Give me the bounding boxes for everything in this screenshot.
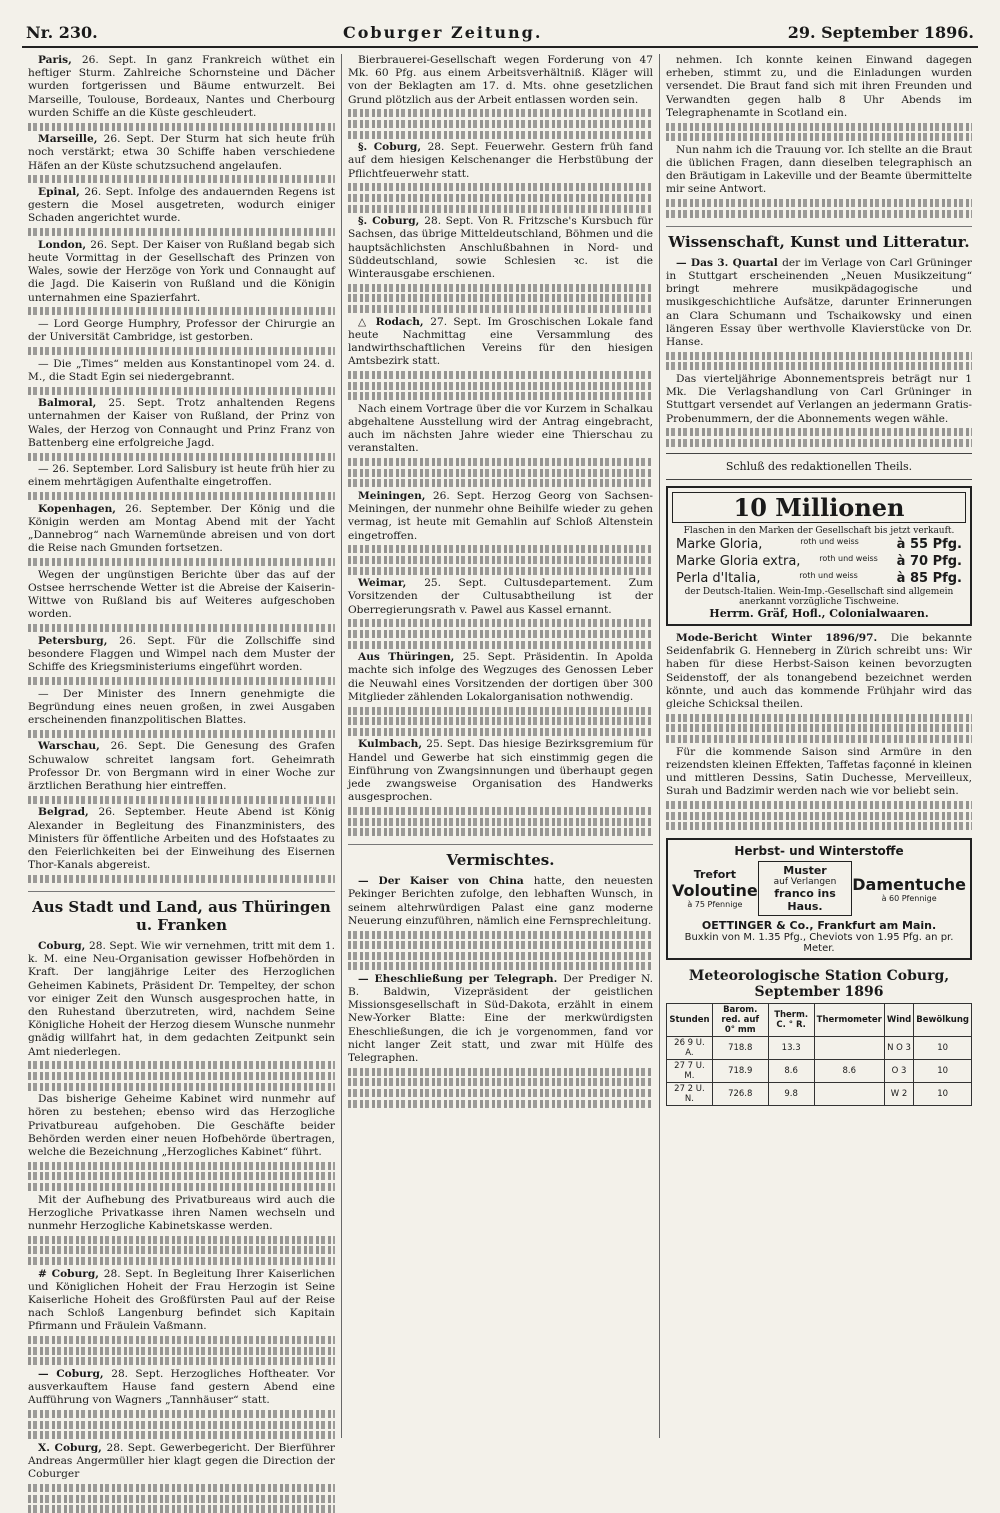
weather-cell: O 3 — [884, 1060, 913, 1083]
article-text: — 26. September. Lord Salisbury ist heute früh hier zu einem mehrtägigen Aufenthalte eingetroffen. — [28, 463, 335, 489]
article-lead: Weimar, — [358, 577, 425, 590]
fabric-left-brand: Trefort — [693, 868, 736, 882]
text-line-filler — [28, 1246, 335, 1254]
paper-title: Coburger Zeitung. — [343, 22, 543, 42]
article-paragraph — [348, 577, 653, 617]
article-text: 25. Sept. Das hiesige Bezirksgremium für Handel und Gewerbe hat sich einstimmig gegen die Einführung von Zwangsinnungen und überhaupt gegen jede zwangsweise Organisation des Handwerks ausgesprochen. — [348, 738, 653, 804]
text-line-filler — [348, 1089, 653, 1097]
text-line-filler — [28, 123, 335, 131]
article-lead: Kulmbach, — [358, 738, 427, 751]
text-line-filler — [28, 492, 335, 500]
text-line-filler — [28, 347, 335, 355]
wine-kind: roth und weiss — [819, 554, 878, 563]
text-line-filler — [28, 796, 335, 804]
text-line-filler — [348, 294, 653, 302]
article-text: 26. Sept. Die Genesung des Grafen Schuwalow schreitet langsam fort. Geheimrath Professor Dr. von Bergmann wird in einer Woche zur ärztlichen Berathung hier eintreffen. — [28, 740, 335, 792]
article-lead: Balmoral, — [38, 397, 109, 410]
weather-body — [667, 1037, 972, 1106]
text-line-filler — [666, 428, 972, 436]
text-line-filler — [348, 1100, 653, 1108]
article-lead: — Der Kaiser von China — [358, 875, 534, 888]
text-line-filler — [348, 458, 653, 466]
text-line-filler — [28, 1061, 335, 1069]
article-text: Nach einem Vortrage über die vor Kurzem in Schalkau abgehaltene Ausstellung wird der Antrag eingebracht, auch im nächsten Jahre wieder eine Thierschau zu veranstalten. — [348, 402, 653, 455]
column-2-misc — [348, 875, 653, 1108]
fabric-right-name: Damentuche — [852, 874, 966, 894]
article-text: 26. Sept. Der Kaiser von Rußland begab sich heute Vormittag in der Gesellschaft des Prinzen von Wales, sowie der Herzöge von York und Connaught auf die Jagd. Die Kaiserin von Rußland und die Königin unternahmen eine Spazierfahrt. — [28, 238, 335, 304]
text-line-filler — [28, 1410, 335, 1418]
muster-label: Muster — [783, 864, 827, 878]
article-lead: X. Coburg, — [38, 1441, 107, 1454]
weather-cell: 27 2 U. N. — [667, 1083, 713, 1106]
article-paragraph — [348, 141, 653, 181]
text-line-filler — [348, 641, 653, 649]
article-text: 28. Sept. Gewerbegericht. Der Bierführer Andreas Angermüller hier klagt gegen die Direction der Coburger — [28, 1441, 335, 1481]
article-text: — Der Minister des Innern genehmigte die Begründung eines neuen großen, in zwei Ausgaben erscheinenden finanzpolitischen Blattes. — [28, 687, 335, 726]
fabric-firm: OETTINGER & Co., Frankfurt am Main. — [701, 919, 937, 933]
article-paragraph — [28, 1093, 335, 1159]
weather-cell: 10 — [914, 1060, 972, 1083]
article-lead: Paris, — [38, 54, 82, 66]
ad-dealer: Herrm. Gräf, Hofl., Colonialwaaren. — [709, 607, 929, 620]
text-line-filler — [28, 1484, 335, 1492]
article-text: 25. Sept. Trotz anhaltenden Regens unternahmen der Kaiser von Rußland, der Prinz von Wales, der Herzog von Connaught und Prinz Franz von Battenberg eine erfolgreiche Jagd. — [28, 397, 336, 449]
wine-kind: roth und weiss — [799, 571, 858, 580]
article-paragraph — [28, 1368, 335, 1408]
article-text: 25. Sept. Präsidentin. In Apolda machte sich infolge des Wegzuges des Genossen Leber die Neuwahl eines Vorsitzenden der dortigen über 300 Mitglieder zählenden Lokalorganisation nothwendig. — [348, 651, 653, 703]
wine-item — [672, 536, 966, 553]
article-paragraph — [348, 738, 653, 804]
fabric-advertisement — [666, 838, 972, 960]
text-line-filler — [348, 205, 653, 213]
column-3-science — [666, 257, 972, 447]
text-line-filler — [28, 1236, 335, 1244]
article-paragraph — [666, 746, 972, 799]
text-line-filler — [28, 1431, 335, 1439]
article-text: 26. September. Heute Abend ist König Alexander in Begleitung des Finanzministers, des Ministers für öffentliche Arbeiten und des Hofstaates zu den Feierlichkeiten bei der Einweihung des Eisernen Thor-Kanals abgereist. — [28, 806, 335, 872]
article-lead: — Eheschließung per Telegraph. — [358, 972, 564, 985]
article-paragraph — [348, 973, 653, 1065]
article-text: 28. Sept. Wie wir vernehmen, tritt mit dem 1. k. M. eine Neu-Organisation gewisser Hofbehörden in Kraft. Der langjährige Leiter des Herzoglichen Geheimen Kabinets, Präsident Dr. Tempeltey, der schon vor einiger Zeit den Wunsch ausgesprochen hatte, in den Ruhestand überzutreten, wird, nachdem Seine Königliche Hoheit der Herzog diesem Wunsche nunmehr gnädig willfahrt hat, in dem gedachten Zeitpunkt sein Amt niederlegen. — [28, 939, 335, 1058]
column-3-news — [666, 54, 972, 218]
text-line-filler — [348, 952, 653, 960]
article-text: Das vierteljährige Abonnementspreis beträgt nur 1 Mk. Die Verlagshandlung von Carl Grüninger in Stuttgart versendet auf Verlangen an jedermann Gratis-Probenummern, der die Abonnements wegen wähle. — [666, 373, 972, 425]
text-line-filler — [28, 624, 335, 632]
text-line-filler — [666, 123, 972, 131]
weather-cell: 10 — [914, 1037, 972, 1060]
editorial-end: Schluß des redaktionellen Theils. — [725, 460, 913, 473]
fabric-left — [672, 868, 758, 909]
article-text: Mit der Aufhebung des Privatbureaus wird auch die Herzogliche Privatkasse ihren Namen wechseln und nunmehr Herzogliche Kabinetskasse werden. — [28, 1193, 335, 1232]
article-lead: Aus Thüringen, — [358, 651, 463, 664]
text-line-filler — [348, 469, 653, 477]
article-text: 26. September. Der König und die Königin werden am Montag Abend mit der Yacht „Dannebrog“ nach Warnemünde abreisen und von dort die Reise nach Gmunden fortsetzen. — [28, 502, 335, 555]
article-text: 28. Sept. Von R. Fritzsche's Kursbuch für Sachsen, das übrige Mitteldeutschland, Böhmen und die hauptsächlichsten Anschlußbahnen in Nord- und Süddeutschland, sowie Schlesien ꝛc. ist die Winterausgabe erschienen. — [348, 215, 653, 280]
divider — [666, 479, 972, 480]
wine-price: à 70 Pfg. — [896, 554, 962, 569]
weather-header-cell: Therm. C. ° R. — [768, 1004, 814, 1037]
weather-header-row — [667, 1004, 972, 1037]
article-paragraph — [28, 1194, 335, 1234]
article-paragraph — [28, 806, 335, 872]
article-paragraph — [348, 490, 653, 543]
article-text: Bierbrauerei-Gesellschaft wegen Forderung von 47 Mk. 60 Pfg. aus einem Arbeitsverhältniß. Kläger will von der Beklagten am 17. d. Mts. ohne gesetzlichen Grund plötzlich aus der Arbeit entlassen worden sein. — [348, 54, 653, 106]
text-line-filler — [28, 1505, 335, 1513]
wine-name: Marke Gloria, — [676, 537, 763, 552]
text-line-filler — [348, 962, 653, 970]
text-line-filler — [348, 556, 653, 564]
text-line-filler — [666, 362, 972, 370]
text-line-filler — [348, 941, 653, 949]
weather-cell: 9.8 — [768, 1083, 814, 1106]
text-line-filler — [28, 558, 335, 566]
article-text: Wegen der ungünstigen Berichte über das auf der Ostsee herrschende Wetter ist die Abreise der Kaiserin-Wittwe von Rußland bis auf Weiteres aufgeschoben worden. — [28, 568, 335, 621]
weather-cell: W 2 — [884, 1083, 913, 1106]
text-line-filler — [348, 707, 653, 715]
text-line-filler — [348, 183, 653, 191]
text-line-filler — [666, 133, 972, 141]
article-paragraph — [348, 316, 653, 369]
fabric-left-price: à 75 Pfennige — [687, 900, 743, 910]
weather-cell: 8.6 — [814, 1060, 884, 1083]
fabric-right — [852, 875, 966, 903]
text-line-filler — [666, 724, 972, 732]
article-lead: △ Rodach, — [358, 315, 431, 328]
text-line-filler — [348, 545, 653, 553]
text-line-filler — [348, 567, 653, 575]
article-lead: Coburg, — [38, 939, 90, 952]
text-line-filler — [28, 175, 335, 183]
weather-cell: 718.9 — [712, 1060, 768, 1083]
column-1-local — [28, 940, 335, 1513]
wine-name: Perla d'Italia, — [676, 571, 761, 586]
article-paragraph — [28, 503, 335, 556]
columns — [22, 54, 978, 1481]
article-lead: Mode-Bericht Winter 1896/97. — [676, 632, 891, 644]
text-line-filler — [348, 131, 653, 139]
article-paragraph — [348, 403, 653, 456]
weather-row — [667, 1060, 972, 1083]
text-line-filler — [348, 109, 653, 117]
article-paragraph — [666, 632, 972, 711]
text-line-filler — [28, 1495, 335, 1503]
article-lead: §. Coburg, — [358, 141, 428, 154]
article-paragraph — [666, 144, 972, 197]
text-line-filler — [348, 284, 653, 292]
text-line-filler — [28, 1083, 335, 1091]
weather-header-cell: Wind — [884, 1004, 913, 1037]
section-head-science: Wissenschaft, Kunst und Litteratur. — [666, 226, 972, 251]
article-text: der im Verlage von Carl Grüninger in Stuttgart erscheinenden „Neuen Musikzeitung“ bringt mehrere musikpädagogische und musikgeschichtliche Aufsätze, darunter Erinnerungen an Clara Schumann und Tschaikowsky und einen längeren Essay über werthvolle Klavierstücke von Dr. Hanse. — [666, 256, 972, 349]
article-lead: Meiningen, — [358, 489, 433, 502]
text-line-filler — [28, 228, 335, 236]
article-lead: Kopenhagen, — [38, 502, 126, 515]
weather-title: Meteorologische Station Coburg, September 1896 — [688, 968, 950, 1001]
article-lead: — Das 3. Quartal — [676, 256, 783, 269]
weather-header-cell: Stunden — [667, 1004, 713, 1037]
column-1-news — [28, 54, 335, 883]
article-paragraph — [28, 397, 335, 450]
muster-sub: auf Verlangen — [773, 877, 837, 888]
text-line-filler — [348, 717, 653, 725]
article-lead: §. Coburg, — [358, 215, 425, 228]
muster-franco: franco ins Haus. — [774, 887, 836, 914]
text-line-filler — [666, 210, 972, 218]
article-paragraph — [348, 651, 653, 704]
weather-cell: 26 9 U. A. — [667, 1037, 713, 1060]
article-paragraph — [348, 875, 653, 928]
text-line-filler — [28, 1421, 335, 1429]
text-line-filler — [348, 194, 653, 202]
article-lead: London, — [38, 238, 91, 251]
article-lead: Warschau, — [38, 740, 111, 753]
weather-cell: 8.6 — [768, 1060, 814, 1083]
weather-cell: N O 3 — [884, 1037, 913, 1060]
text-line-filler — [28, 453, 335, 461]
text-line-filler — [28, 677, 335, 685]
wine-price: à 85 Pfg. — [896, 571, 962, 586]
fabric-ad-head: Herbst- und Winterstoffe — [734, 844, 904, 859]
article-paragraph — [348, 215, 653, 281]
weather-cell — [814, 1083, 884, 1106]
fabric-muster-box — [758, 861, 852, 916]
column-3-fashion — [666, 632, 972, 830]
article-paragraph — [28, 358, 335, 384]
article-lead: Marseille, — [38, 133, 104, 146]
text-line-filler — [348, 728, 653, 736]
article-paragraph — [28, 186, 335, 226]
column-3 — [660, 54, 978, 1438]
text-line-filler — [28, 1162, 335, 1170]
column-2 — [342, 54, 660, 1438]
weather-cell: 726.8 — [712, 1083, 768, 1106]
article-paragraph — [28, 54, 335, 120]
article-paragraph — [28, 463, 335, 489]
article-paragraph — [28, 740, 335, 793]
text-line-filler — [348, 305, 653, 313]
text-line-filler — [348, 120, 653, 128]
article-lead: — Coburg, — [38, 1367, 112, 1380]
text-line-filler — [348, 931, 653, 939]
text-line-filler — [666, 439, 972, 447]
article-text: 26. Sept. Für die Zollschiffe sind besondere Flaggen und Wimpel nach dem Muster der Schiffe des Kriegsministeriums eingeführt worden. — [28, 634, 335, 674]
article-paragraph — [28, 688, 335, 728]
article-lead: Petersburg, — [38, 634, 120, 647]
text-line-filler — [348, 1078, 653, 1086]
article-paragraph — [28, 569, 335, 622]
divider — [666, 453, 972, 454]
article-text: — Lord George Humphry, Professor der Chirurgie an der Universität Cambridge, ist gestorben. — [28, 318, 335, 344]
article-text: 25. Sept. Cultusdepartement. Zum Vorsitzenden der Cultusabtheilung ist der Oberregierungsrath v. Pawel aus Kassel ernannt. — [348, 577, 653, 616]
wine-list — [672, 536, 966, 587]
article-paragraph — [28, 1442, 335, 1482]
article-text: Das bisherige Geheime Kabinet wird nunmehr auf hören zu bestehen; ebenso wird das Herzogliche Privatbureau aufgehoben. Die Geschäfte beider Behörden werden einer neuen Hofbehörde übertragen, welche die Bezeichnung „Herzogliches Kabinet“ führt. — [28, 1093, 335, 1158]
weather-header-cell: Barom. red. auf 0° mm — [712, 1004, 768, 1037]
issue-number: Nr. 230. — [26, 22, 98, 42]
article-text: 28. Sept. Herzogliches Hoftheater. Vor ausverkauftem Hause fand gestern Abend eine Aufführung von Wagners „Tannhäuser“ statt. — [28, 1367, 335, 1407]
wine-advertisement — [666, 486, 972, 626]
weather-cell: 27 7 U. M. — [667, 1060, 713, 1083]
newspaper-page — [22, 18, 978, 1481]
text-line-filler — [28, 1357, 335, 1365]
text-line-filler — [666, 735, 972, 743]
text-line-filler — [28, 875, 335, 883]
article-paragraph — [666, 54, 972, 120]
article-paragraph — [28, 318, 335, 344]
article-text: 27. Sept. Im Groschischen Lokale fand heute Nachmittag eine Versammlung des landwirthschaftlichen Vereins für den hiesigen Amtsbezirk statt. — [348, 315, 653, 368]
fabric-bottom: Buxkin von M. 1.35 Pfg., Cheviots von 1.95 Pfg. an pr. Meter. — [684, 932, 954, 955]
article-text: Die bekannte Seidenfabrik G. Henneberg in Zürich schreibt uns: Wir haben für diese Herbst-Saison keinen bevorzugten Seidenstoff, der als tonangebend bezeichnet werden könnte, und auch das kommende Frühjahr wird das gleiche Schicksal theilen. — [666, 632, 972, 711]
text-line-filler — [28, 1072, 335, 1080]
text-line-filler — [348, 818, 653, 826]
text-line-filler — [666, 714, 972, 722]
text-line-filler — [666, 822, 972, 830]
section-head-local: Aus Stadt und Land, aus Thüringen u. Franken — [28, 891, 335, 934]
text-line-filler — [28, 1257, 335, 1265]
column-1 — [22, 54, 342, 1481]
text-line-filler — [348, 619, 653, 627]
text-line-filler — [666, 812, 972, 820]
text-line-filler — [28, 730, 335, 738]
weather-row — [667, 1083, 972, 1106]
text-line-filler — [348, 382, 653, 390]
column-2-news — [348, 54, 653, 836]
weather-cell: 10 — [914, 1083, 972, 1106]
wine-name: Marke Gloria extra, — [676, 554, 801, 569]
ad-subline: Flaschen in den Marken der Gesellschaft bis jetzt verkauft. — [683, 526, 955, 536]
wine-price: à 55 Pfg. — [896, 537, 962, 552]
weather-header-cell: Bewölkung — [914, 1004, 972, 1037]
article-paragraph — [28, 940, 335, 1059]
article-paragraph — [666, 257, 972, 349]
article-text: — Die „Times“ melden aus Konstantinopel vom 24. d. M., die Stadt Egin sei niedergebrannt. — [28, 357, 335, 383]
article-lead: Belgrad, — [38, 806, 99, 819]
article-lead: # Coburg, — [38, 1267, 104, 1280]
text-line-filler — [666, 801, 972, 809]
article-text: Der Prediger N. B. Baldwin, Vizepräsident der geistlichen Missionsgesellschaft in Süd-Dakota, erzählt in einem New-Yorker Blatte: Eine der merkwürdigsten Eheschließungen, die ich je vorgenommen, fand vor nicht langer Zeit statt, und zwar mit Hülfe des Telegraphen. — [348, 972, 653, 1065]
article-text: Nun nahm ich die Trauung vor. Ich stellte an die Braut die üblichen Fragen, dann dieselben telegraphisch an den Bräutigam in Lakeville und der Beamte übermittelte mir seine Antwort. — [666, 143, 972, 196]
fabric-right-price: à 60 Pfennige — [881, 893, 937, 903]
article-paragraph — [28, 635, 335, 675]
masthead — [22, 18, 978, 48]
article-paragraph — [28, 1268, 335, 1334]
ad-headline: 10 Millionen — [672, 492, 966, 523]
text-line-filler — [28, 1172, 335, 1180]
text-line-filler — [348, 371, 653, 379]
article-paragraph — [348, 54, 653, 107]
article-text: 28. Sept. In Begleitung Ihrer Kaiserlichen und Königlichen Hoheit der Frau Herzogin ist Seine Kaiserliche Hoheit des Großfürsten Paul auf der Reise nach Schloß Langenburg befindet sich Kapitain Pfirmann und Fräulein Vaßmann. — [28, 1267, 335, 1333]
text-line-filler — [28, 1347, 335, 1355]
article-lead: Epinal, — [38, 186, 85, 198]
text-line-filler — [666, 352, 972, 360]
article-paragraph — [28, 133, 335, 173]
weather-table — [666, 1003, 972, 1106]
section-head-misc: Vermischtes. — [348, 844, 653, 869]
text-line-filler — [28, 307, 335, 315]
text-line-filler — [348, 630, 653, 638]
text-line-filler — [348, 828, 653, 836]
weather-header-cell: Thermometer — [814, 1004, 884, 1037]
ad-footer: der Deutsch-Italien. Wein-Imp.-Gesellschaft sind allgemein anerkannt vorzügliche Tischweine. — [684, 587, 954, 607]
weather-cell: 718.8 — [712, 1037, 768, 1060]
article-text: 26. Sept. In ganz Frankreich wüthet ein heftiger Sturm. Zahlreiche Schornsteine und Dächer wurden fortgerissen und Bäume entwurzelt. Bei Marseille, Toulouse, Bordeaux, Nantes und Cherbourg wurden Schiffe an die Küste geschleudert. — [28, 54, 336, 119]
article-text: nehmen. Ich konnte keinen Einwand dagegen erheben, stimmt zu, und die Einladungen wurden versendet. Die Braut fand sich mit ihren Freunden und Verwandten gegen halb 8 Uhr Abends im Telegraphenamte in Scotland ein. — [666, 54, 972, 119]
weather-row — [667, 1037, 972, 1060]
fabric-left-name: Voloutine — [672, 881, 758, 901]
fabric-ad-grid — [672, 861, 966, 916]
article-text: 26. Sept. Der Sturm hat sich heute früh noch verstärkt; etwa 30 Schiffe haben verschiedene Häfen an der Küste schutzsuchend angelaufen. — [28, 133, 335, 172]
article-text: 26. Sept. Infolge des andauernden Regens ist gestern die Mosel ausgetreten, wodurch einiger Schaden angerichtet wurde. — [28, 186, 335, 225]
text-line-filler — [348, 392, 653, 400]
text-line-filler — [348, 1068, 653, 1076]
article-text: hatte, den neuesten Pekinger Berichten zufolge, den lebhaften Wunsch, in seinem altehrwürdigen Palast eine ganz moderne Neuerung einzuführen, nämlich eine Fernsprechleitung. — [348, 875, 653, 927]
wine-kind: roth und weiss — [800, 537, 859, 546]
text-line-filler — [28, 387, 335, 395]
issue-date: 29. September 1896. — [787, 22, 974, 42]
weather-cell: 13.3 — [768, 1037, 814, 1060]
article-text: 28. Sept. Feuerwehr. Gestern früh fand auf dem hiesigen Kelschenanger die Herbstübung der Pflichtfeuerwehr statt. — [348, 141, 654, 180]
weather-cell — [814, 1037, 884, 1060]
article-paragraph — [666, 373, 972, 426]
article-text: 26. Sept. Herzog Georg von Sachsen-Meiningen, der nunmehr ohne Beihilfe wieder zu gehen vermag, ist heute mit Gemahlin auf Schloß Altenstein eingetroffen. — [348, 489, 653, 542]
text-line-filler — [348, 807, 653, 815]
wine-item — [672, 570, 966, 587]
text-line-filler — [28, 1336, 335, 1344]
text-line-filler — [348, 479, 653, 487]
text-line-filler — [666, 199, 972, 207]
wine-item — [672, 553, 966, 570]
article-paragraph — [28, 239, 335, 305]
article-text: Für die kommende Saison sind Armüre in den reizendsten kleinen Effekten, Taffetas façonné in kleinen und mittleren Dessins, Satin Duchesse, Merveilleux, Surah und Badzimir werden nach wie vor beliebt sein. — [666, 745, 972, 798]
text-line-filler — [28, 1183, 335, 1191]
